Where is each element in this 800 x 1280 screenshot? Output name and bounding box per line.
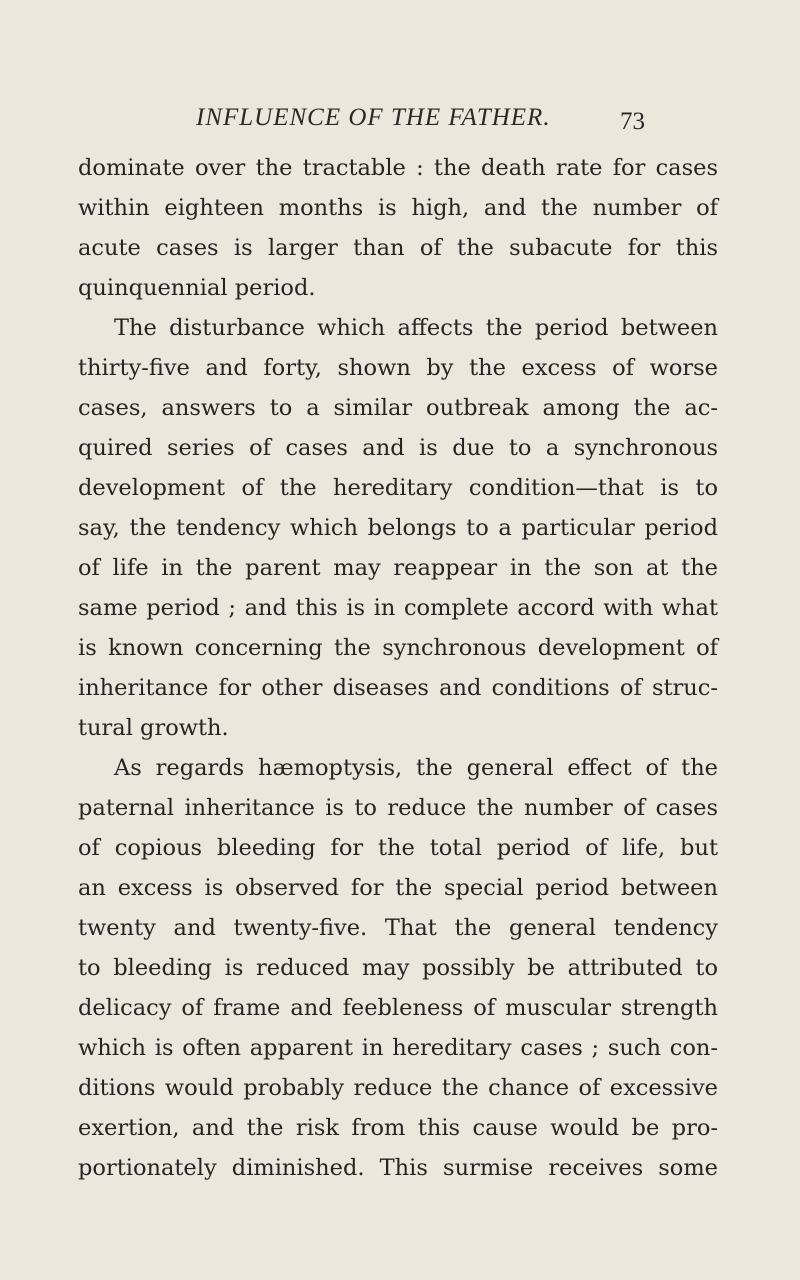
text-line: twenty and twenty-five. That the general tendency: [78, 915, 718, 941]
text-line: quinquennial period.: [78, 275, 316, 301]
text-line: is known concerning the synchronous development of: [78, 635, 718, 661]
text-line: dominate over the tractable : the death rate for cases: [78, 155, 718, 181]
text-line: quired series of cases and is due to a synchronous: [78, 435, 718, 461]
text-line: delicacy of frame and feebleness of muscular strength: [78, 995, 718, 1021]
text-line: ditions would probably reduce the chance of excessive: [78, 1075, 718, 1101]
text-line: of copious bleeding for the total period of life, but: [78, 835, 718, 861]
running-title: INFLUENCE OF THE FATHER.: [196, 104, 551, 131]
text-line: As regards hæmoptysis, the general effect of the: [114, 755, 718, 781]
page-number: 73: [620, 108, 645, 135]
text-line: portionately diminished. This surmise receives some: [78, 1155, 718, 1181]
text-line: within eighteen months is high, and the number of: [78, 195, 718, 221]
text-line: cases, answers to a similar outbreak among the ac-: [78, 395, 718, 421]
text-line: an excess is observed for the special period between: [78, 875, 718, 901]
text-line: development of the hereditary condition—that is to: [78, 475, 718, 501]
body-text: [78, 148, 718, 1188]
text-line: exertion, and the risk from this cause would be pro-: [78, 1115, 718, 1141]
text-line: inheritance for other diseases and conditions of struc-: [78, 675, 718, 701]
text-line: say, the tendency which belongs to a particular period: [78, 515, 718, 541]
text-line: The disturbance which affects the period between: [114, 315, 718, 341]
text-line: to bleeding is reduced may possibly be attributed to: [78, 955, 718, 981]
text-line: of life in the parent may reappear in the son at the: [78, 555, 718, 581]
text-line: tural growth.: [78, 715, 229, 741]
running-head: [0, 96, 800, 136]
text-line: paternal inheritance is to reduce the number of cases: [78, 795, 718, 821]
text-line: acute cases is larger than of the subacute for this: [78, 235, 718, 261]
text-line: thirty-five and forty, shown by the excess of worse: [78, 355, 718, 381]
text-line: same period ; and this is in complete accord with what: [78, 595, 718, 621]
text-line: which is often apparent in hereditary cases ; such con-: [78, 1035, 718, 1061]
